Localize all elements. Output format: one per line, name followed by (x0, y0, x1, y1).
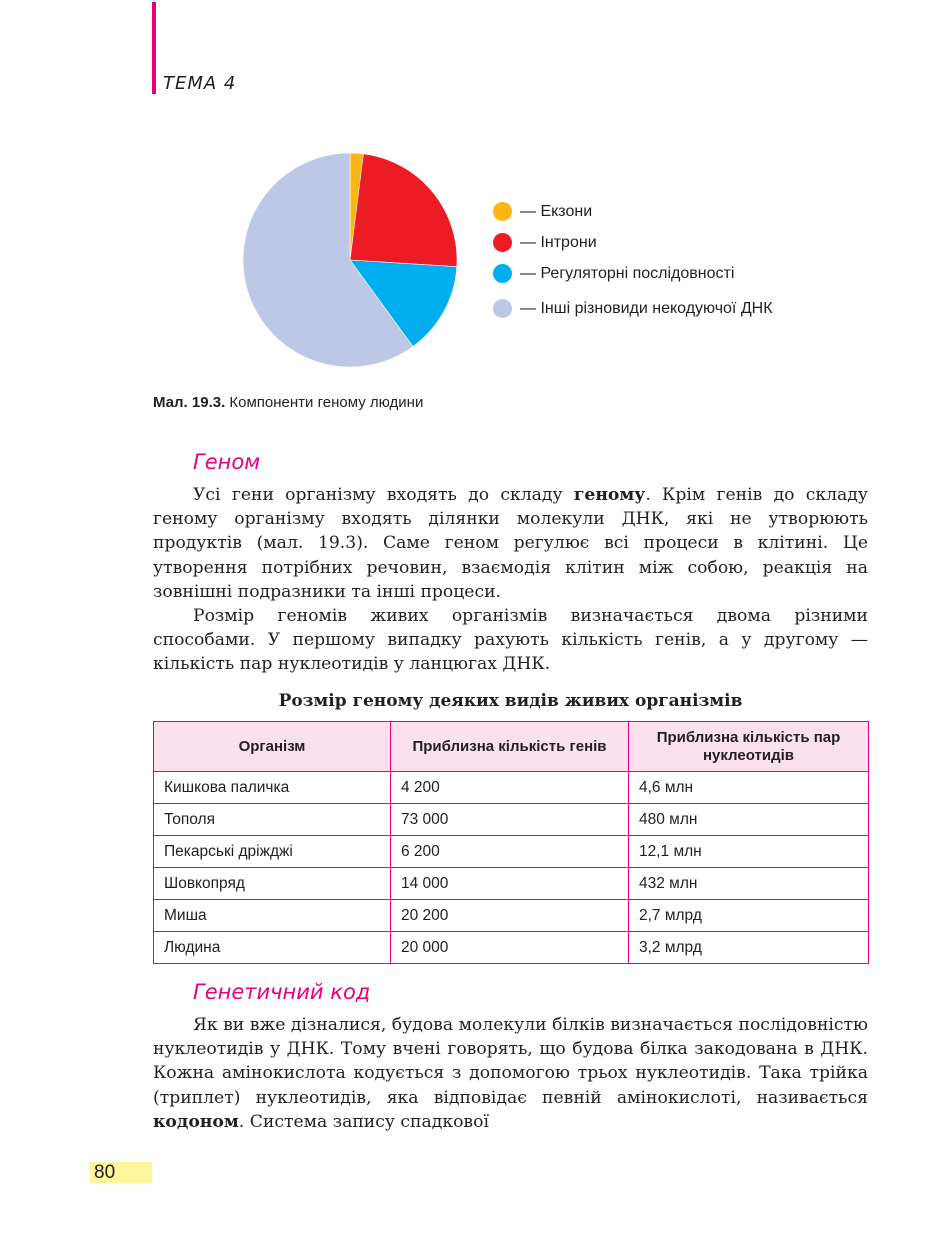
table-cell: Пекарські дріжджі (154, 836, 391, 868)
legend-swatch-exons (493, 202, 512, 221)
table-header-row (154, 722, 869, 772)
table-cell: 12,1 млн (629, 836, 869, 868)
table-cell: 2,7 млрд (629, 900, 869, 932)
section-heading-genetic-code: Генетичний код (193, 980, 371, 1004)
table-cell: Тополя (154, 804, 391, 836)
legend-item-introns (493, 227, 773, 258)
pie-legend (493, 196, 773, 324)
legend-label-noncoding: — Інші різновиди некодуючої ДНК (520, 299, 773, 317)
legend-item-noncoding (493, 293, 773, 324)
table-cell: Людина (154, 932, 391, 964)
table-cell: 432 млн (629, 868, 869, 900)
table-cell: Миша (154, 900, 391, 932)
legend-item-exons (493, 196, 773, 227)
table-cell: 73 000 (391, 804, 629, 836)
theme-accent-bar (152, 2, 156, 94)
text-run: Як ви вже дізналися, будова молекули білків визначається послідовністю нуклеотидів у ДНК. Тому вчені говорять, що будова білка закодована в ДНК. Кожна амінокислота кодується з допомогою трьох нуклеотидів. Така трійка (триплет) нуклеотидів, яка відповідає певній амінокислоті, називається (153, 1015, 868, 1108)
figure-caption (153, 394, 423, 411)
term-codon: кодоном (153, 1111, 239, 1132)
paragraph (153, 1013, 868, 1134)
page-number: 80 (90, 1162, 152, 1183)
table-cell: 3,2 млрд (629, 932, 869, 964)
figure-caption-label: Мал. 19.3. (153, 394, 226, 411)
legend-swatch-introns (493, 233, 512, 252)
text-run: Усі гени організму входять до складу (193, 485, 574, 505)
column-header-organism: Організм (154, 722, 391, 772)
legend-item-regulatory (493, 258, 773, 289)
theme-label: ТЕМА 4 (163, 73, 237, 94)
genome-pie-chart (230, 140, 470, 380)
paragraph: Розмір геномів живих організмів визначається двома різними способами. У першому випадку рахують кількість генів, а у другому — кількість пар нуклеотидів у ланцюгах ДНК. (153, 606, 868, 675)
table-row (154, 900, 869, 932)
table-cell: 14 000 (391, 868, 629, 900)
section-heading-genome: Геном (193, 450, 261, 474)
legend-label-exons: — Екзони (520, 202, 593, 220)
table-row (154, 804, 869, 836)
paragraph (153, 483, 868, 604)
legend-swatch-noncoding (493, 299, 512, 318)
section-genome-text (153, 483, 868, 677)
table-cell: 20 200 (391, 900, 629, 932)
section-genetic-code-text (153, 1013, 868, 1134)
table-row (154, 868, 869, 900)
table-cell: 4,6 млн (629, 772, 869, 804)
text-run: . Крім генів до складу геному організму входять ділянки молекули ДНК, які не утворюють продуктів (мал. 19.3). Саме геном регулює всі процеси в клітині. Це утворення потрібних речовин, взаємодія клітин між собою, реакція на зовнішні подразники та інші процеси. (153, 485, 869, 602)
table-cell: 6 200 (391, 836, 629, 868)
table-cell: Шовкопряд (154, 868, 391, 900)
column-header-gene-count: Приблизна кількість генів (391, 722, 629, 772)
table-cell: 4 200 (391, 772, 629, 804)
table-cell: Кишкова паличка (154, 772, 391, 804)
genome-size-table (153, 721, 869, 964)
table-title: Розмір геному деяких видів живих організмів (278, 691, 743, 711)
table-cell: 20 000 (391, 932, 629, 964)
table-row (154, 836, 869, 868)
legend-swatch-regulatory (493, 264, 512, 283)
legend-label-regulatory: — Регуляторні послідовності (520, 264, 735, 282)
column-header-base-pairs: Приблизна кількість пар нуклеотидів (629, 722, 869, 772)
figure-caption-text: Компоненти геному людини (225, 394, 424, 411)
pie-slice-інтрони (350, 154, 457, 267)
table-cell: 480 млн (629, 804, 869, 836)
term-genome: геному (573, 485, 646, 505)
table-row (154, 932, 869, 964)
table-row (154, 772, 869, 804)
text-run: . Система запису спадкової (238, 1111, 489, 1132)
legend-label-introns: — Інтрони (520, 233, 597, 251)
